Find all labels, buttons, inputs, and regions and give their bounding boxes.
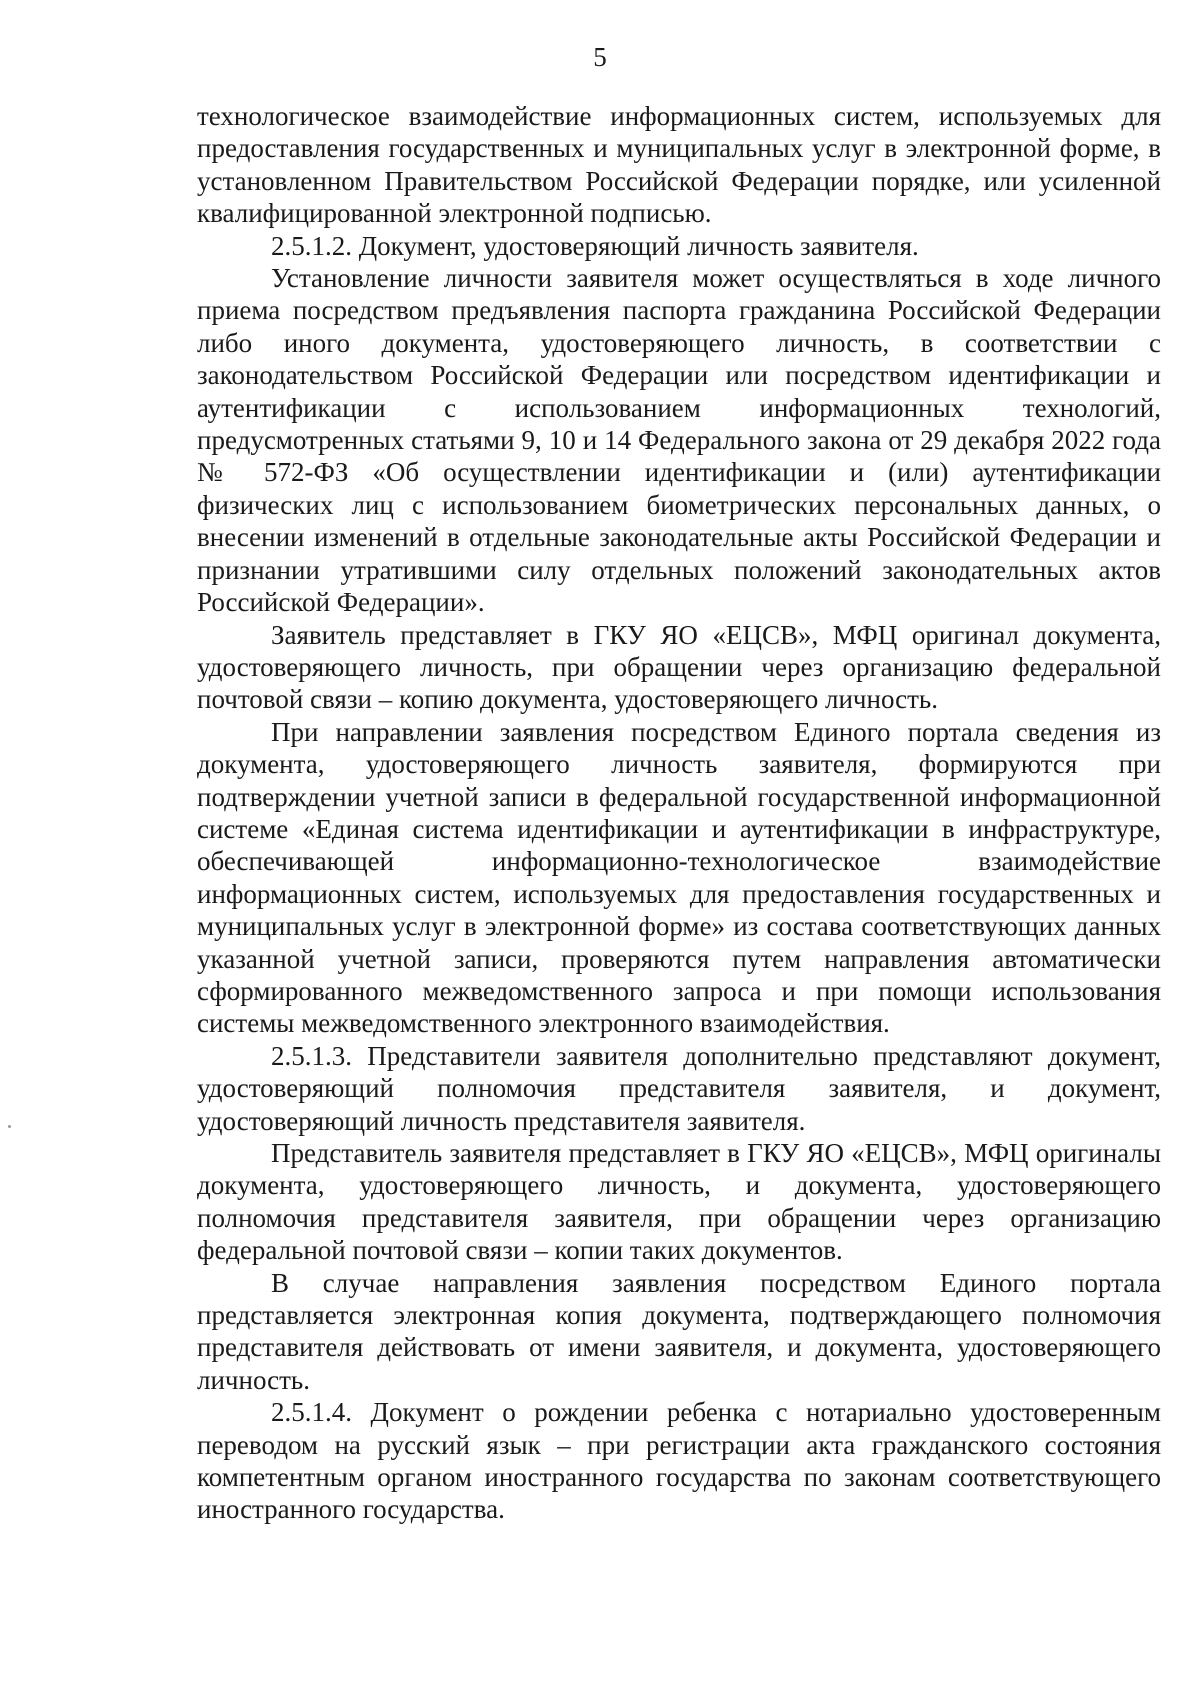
document-body	[197, 100, 1161, 1526]
paragraph-applicant-original: Заявитель представляет в ГКУ ЯО «ЕЦСВ», МФЦ оригинал документа, удостоверяющего личность, при обращении через организацию федеральной почтовой связи – копию документа, удостоверяющего личность.	[197, 619, 1161, 715]
paragraph-representative-originals: Представитель заявителя представляет в ГКУ ЯО «ЕЦСВ», МФЦ оригиналы документа, удостоверяющего личность, и документа, удостоверяющего полномочия представителя заявителя, при обращении через организацию федеральной почтовой связи – копии таких документов.	[197, 1138, 1161, 1266]
paragraph-section-2-5-1-4: 2.5.1.4. Документ о рождении ребенка с нотариально удостоверенным переводом на русский язык – при регистрации акта гражданского состояния компетентным органом иностранного государства по законам соответствующего иностранного государства.	[197, 1397, 1161, 1525]
scan-speck	[8, 1125, 11, 1128]
paragraph-section-2-5-1-3: 2.5.1.3. Представители заявителя дополнительно представляют документ, удостоверяющий полномочия представителя заявителя, и документ, удостоверяющий личность представителя заявителя.	[197, 1040, 1161, 1136]
page-number: 5	[593, 42, 607, 72]
paragraph-section-2-5-1-2: 2.5.1.2. Документ, удостоверяющий личность заявителя.	[271, 230, 919, 261]
paragraph-electronic-copy: В случае направления заявления посредством Единого портала представляется электронная копия документа, подтверждающего полномочия представителя действовать от имени заявителя, и документа, удостоверяющего личность.	[197, 1267, 1161, 1395]
paragraph-continuation: технологическое взаимодействие информационных систем, используемых для предоставления государственных и муниципальных услуг в электронной форме, в установленном Правительством Российской Федерации порядке, или усиленной квалифицированной электронной подписью.	[197, 101, 1161, 229]
paragraph-identity-verification: Установление личности заявителя может осуществляться в ходе личного приема посредством предъявления паспорта гражданина Российской Федерации либо иного документа, удостоверяющего личность, в соответствии с законодательством Российской Федерации или посредством идентификации и аутентификации с использованием информационных технологий, предусмотренных статьями 9, 10 и 14 Федерального закона от 29 декабря 2022 года № 572-ФЗ «Об осуществлении идентификации и (или) аутентификации физических лиц с использованием биометрических персональных данных, о внесении изменений в отдельные законодательные акты Российской Федерации и признании утратившими силу отдельных положений законодательных актов Российской Федерации».	[197, 263, 1161, 618]
paragraph-single-portal: При направлении заявления посредством Единого портала сведения из документа, удостоверяющего личность заявителя, формируются при подтверждении учетной записи в федеральной государственной информационной системе «Единая система идентификации и аутентификации в инфраструктуре, обеспечивающей информационно-технологическое взаимодействие информационных систем, используемых для предоставления государственных и муниципальных услуг в электронной форме» из состава соответствующих данных указанной учетной записи, проверяются путем направления автоматически сформированного межведомственного запроса и при помощи использования системы межведомственного электронного взаимодействия.	[197, 716, 1161, 1039]
